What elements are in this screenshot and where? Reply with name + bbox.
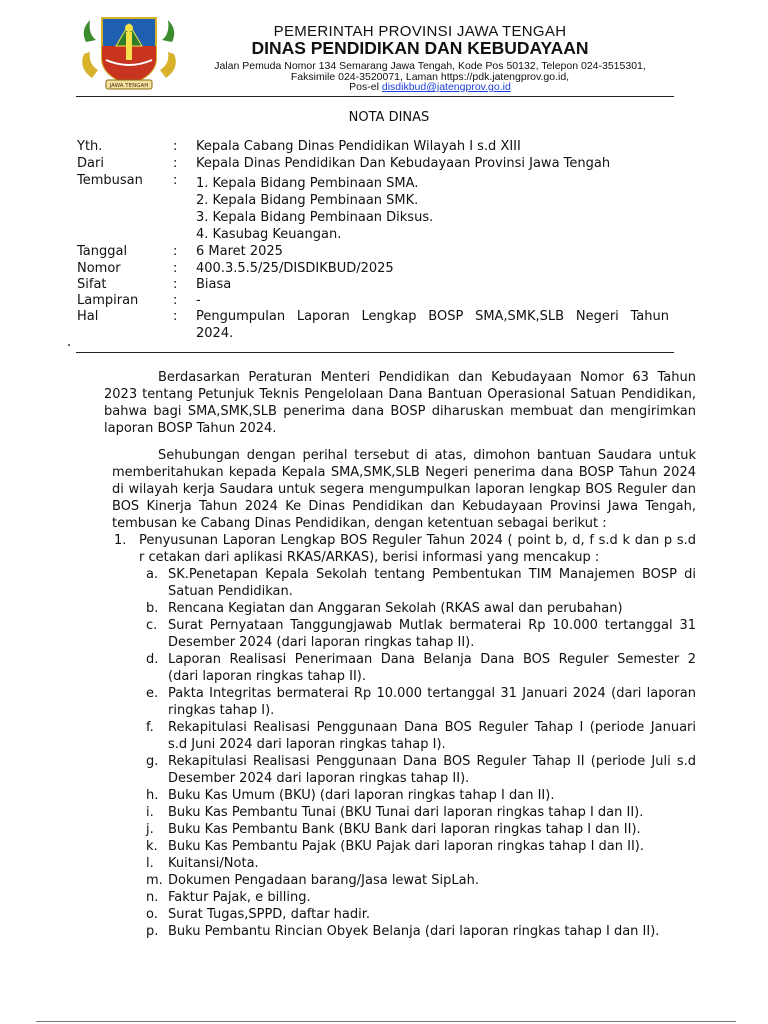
subitem-text: SK.Penetapan Kepala Sekolah tentang Pembentukan TIM Manajemen BOSP di <box>168 567 696 582</box>
email-link[interactable]: disdikbud@jatengprov.go.id <box>381 81 511 93</box>
tembusan-label: Tembusan <box>77 173 143 188</box>
yth-label: Yth. <box>77 139 103 154</box>
subitem-text: (dari laporan ringkas tahap II). <box>168 669 366 684</box>
subitem-text: Rekapitulasi Realisasi Penggunaan Dana BOS Reguler Tahap II (periode Juli s.d <box>168 754 696 769</box>
subitem-letter: h. <box>146 788 159 803</box>
tembusan-item: 4. Kasubag Keuangan. <box>196 227 342 242</box>
subitem-text: Rekapitulasi Realisasi Penggunaan Dana BOS Reguler Tahap I (periode Januari <box>168 720 696 735</box>
subitem-text: Kuitansi/Nota. <box>168 856 259 871</box>
subitem-text: Satuan Pendidikan. <box>168 584 293 599</box>
subitem-text: Buku Kas Pembantu Pajak (BKU Pajak dari laporan ringkas tahap I dan II). <box>168 839 644 854</box>
dari-value: Kepala Dinas Pendidikan Dan Kebudayaan Provinsi Jawa Tengah <box>196 156 611 171</box>
agency-name: DINAS PENDIDIKAN DAN KEBUDAYAAN <box>251 38 589 58</box>
item-1-line: Penyusunan Laporan Lengkap BOS Reguler Tahun 2024 ( point b, d, f s.d k dan p s.d <box>139 533 696 548</box>
subitem-letter: o. <box>146 907 158 922</box>
subitem-text: Laporan Realisasi Penerimaan Dana Belanja Dana BOS Reguler Semester 2 <box>168 652 696 667</box>
nomor-label: Nomor <box>77 261 121 276</box>
subitem-text: Surat Pernyataan Tanggungjawab Mutlak bermaterai Rp 10.000 tertanggal 31 <box>168 618 696 633</box>
nomor-value: 400.3.5.5/25/DISDIKBUD/2025 <box>196 261 394 276</box>
paragraph-1-line: bahwa bagi SMA,SMK,SLB penerima dana BOSP diharuskan membuat dan mengirimkan <box>104 404 696 419</box>
address-line-1: Jalan Pemuda Nomor 134 Semarang Jawa Tengah, Kode Pos 50132, Telepon 024-3515301, <box>214 60 646 72</box>
subitem-letter: k. <box>146 839 158 854</box>
subitem-letter: f. <box>146 720 154 735</box>
subitem-letter: b. <box>146 601 159 616</box>
document-title: NOTA DINAS <box>348 110 430 125</box>
sifat-value: Biasa <box>196 277 232 292</box>
paragraph-1-line: Berdasarkan Peraturan Menteri Pendidikan dan Kebudayaan Nomor 63 Tahun <box>158 370 696 385</box>
email-label: Pos-el <box>349 81 379 93</box>
lampiran-value: - <box>196 293 201 308</box>
subitem-letter: n. <box>146 890 159 905</box>
paragraph-1-line: 2023 tentang Petunjuk Teknis Pengelolaan Dana Bantuan Operasional Satuan Pendidikan, <box>104 387 696 402</box>
sifat-label: Sifat <box>77 277 107 292</box>
subitem-text: Buku Kas Pembantu Bank (BKU Bank dari laporan ringkas tahap I dan II). <box>168 822 641 837</box>
tanggal-label: Tanggal <box>77 244 128 259</box>
colon: : <box>173 173 178 188</box>
paragraph-2-line: BOS Kinerja Tahun 2024 Ke Dinas Pendidikan dan Kebudayaan Provinsi Jawa Tengah, <box>112 499 696 514</box>
paragraph-2-line: tembusan ke Cabang Dinas Pendidikan, dengan ketentuan sebagai berikut : <box>112 516 607 531</box>
paragraph-2-line: Sehubungan dengan perihal tersebut di atas, dimohon bantuan Saudara untuk <box>158 448 696 463</box>
subitem-letter: c. <box>146 618 158 633</box>
paragraph-2-line: di wilayah kerja Saudara untuk segera mengumpulkan laporan lengkap BOS Reguler dan <box>112 482 696 497</box>
subitem-text: Buku Kas Pembantu Tunai (BKU Tunai dari laporan ringkas tahap I dan II). <box>168 805 644 820</box>
hal-label: Hal <box>77 309 99 324</box>
lampiran-label: Lampiran <box>77 293 139 308</box>
subitem-text: Desember 2024 (dari laporan ringkas tahap II). <box>168 635 475 650</box>
coat-of-arms-logo <box>76 12 182 94</box>
margin-mark <box>68 344 70 346</box>
logo-banner-text: JAWA TENGAH <box>109 83 149 89</box>
subitem-letter: d. <box>146 652 159 667</box>
yth-value: Kepala Cabang Dinas Pendidikan Wilayah I s.d XIII <box>196 139 521 154</box>
tembusan-item: 2. Kepala Bidang Pembinaan SMK. <box>196 193 419 208</box>
dari-label: Dari <box>77 156 104 171</box>
item-1-number: 1. <box>114 533 127 548</box>
subitem-text: Dokumen Pengadaan barang/Jasa lewat SipLah. <box>168 873 479 888</box>
item-1-line: r cetakan dari aplikasi RKAS/ARKAS), berisi informasi yang mencakup : <box>139 550 600 565</box>
subitem-text: Surat Tugas,SPPD, daftar hadir. <box>168 907 371 922</box>
subitem-letter: g. <box>146 754 159 769</box>
meta-divider <box>76 352 674 353</box>
subitem-text: Pakta Integritas bermaterai Rp 10.000 tertanggal 31 Januari 2024 (dari laporan <box>168 686 696 701</box>
tanggal-value: 6 Maret 2025 <box>196 244 283 259</box>
address-line-2: Faksimile 024-3520071, Laman https://pdk.jatengprov.go.id, <box>290 71 570 83</box>
hal-value-cont: 2024. <box>196 326 234 341</box>
government-name: PEMERINTAH PROVINSI JAWA TENGAH <box>273 23 567 40</box>
hal-value: Pengumpulan Laporan Lengkap BOSP SMA,SMK,SLB Negeri Tahun <box>196 309 669 324</box>
subitem-text: Buku Pembantu Rincian Obyek Belanja (dari laporan ringkas tahap I dan II). <box>168 924 660 939</box>
subitem-letter: i. <box>146 805 154 820</box>
colon: : <box>173 139 178 154</box>
subitem-letter: j. <box>146 822 154 837</box>
subitem-text: Faktur Pajak, e billing. <box>168 890 311 905</box>
tembusan-item: 3. Kepala Bidang Pembinaan Diksus. <box>196 210 434 225</box>
paragraph-1-line: laporan BOSP Tahun 2024. <box>104 421 277 436</box>
colon: : <box>173 244 178 259</box>
page-bottom-edge <box>36 1021 736 1022</box>
email-line <box>190 81 670 93</box>
subitem-letter: a. <box>146 567 159 582</box>
tembusan-item: 1. Kepala Bidang Pembinaan SMA. <box>196 176 419 191</box>
subitem-text: Buku Kas Umum (BKU) (dari laporan ringkas tahap I dan II). <box>168 788 555 803</box>
colon: : <box>173 277 178 292</box>
letterhead-divider <box>76 96 674 97</box>
subitem-letter: m. <box>146 873 163 888</box>
colon: : <box>173 261 178 276</box>
subitem-text: Desember 2024 dari laporan ringkas tahap II). <box>168 771 470 786</box>
subitem-text: s.d Juni 2024 dari laporan ringkas tahap I). <box>168 737 446 752</box>
subitem-text: ringkas tahap I). <box>168 703 275 718</box>
colon: : <box>173 293 178 308</box>
colon: : <box>173 156 178 171</box>
subitem-letter: p. <box>146 924 159 939</box>
colon: : <box>173 309 178 324</box>
subitem-letter: e. <box>146 686 159 701</box>
subitem-letter: l. <box>146 856 154 871</box>
paragraph-2-line: memberitahukan kepada Kepala SMA,SMK,SLB Negeri penerima dana BOSP Tahun 2024 <box>112 465 696 480</box>
subitem-text: Rencana Kegiatan dan Anggaran Sekolah (RKAS awal dan perubahan) <box>168 601 623 616</box>
